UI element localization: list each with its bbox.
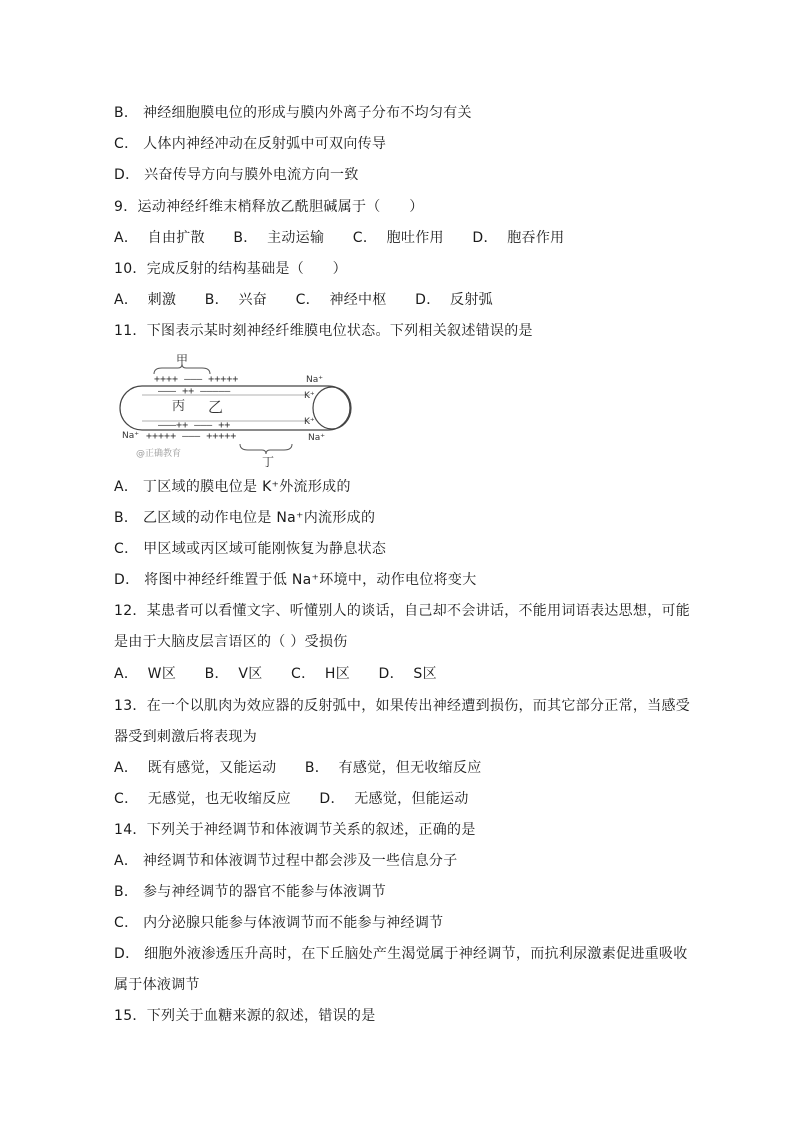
- question-15: 15．下列关于血糖来源的叙述，错误的是: [114, 1008, 376, 1024]
- na-top-label: Na⁺: [306, 375, 323, 385]
- q8-option-c: C． 人体内神经冲动在反射弧中可双向传导: [114, 136, 387, 152]
- fiber-end-cross-section: [313, 387, 351, 429]
- nerve-fiber-figure: [118, 348, 368, 468]
- q14-option-a: A． 神经调节和体液调节过程中都会涉及一些信息分子: [114, 853, 458, 869]
- outer-bottom-charges: +++++ ––– +++++: [146, 431, 237, 442]
- na-bottom-right-label: Na⁺: [308, 433, 325, 443]
- question-13-line2: 器受到刺激后将表现为: [114, 729, 257, 745]
- question-12-line1: 12．某患者可以看懂文字、听懂别人的谈话，自己却不会讲话，不能用词语表达思想，可能: [114, 603, 691, 619]
- brace-jia: [154, 364, 210, 374]
- na-left-label: Na⁺: [122, 431, 139, 441]
- outer-top-charges: ++++ ––– +++++: [154, 374, 239, 385]
- question-10-options: A． 刺激 B． 兴奋 C． 神经中枢 D． 反射弧: [114, 292, 493, 308]
- question-10: 10．完成反射的结构基础是（ ）: [114, 261, 347, 277]
- q14-option-d-line2: 属于体液调节: [114, 977, 200, 993]
- inner-top-charges: ––– ++ –––––: [158, 386, 231, 397]
- brace-ding: [240, 444, 292, 454]
- q14-option-b: B． 参与神经调节的器官不能参与体液调节: [114, 884, 387, 900]
- q11-option-b: B． 乙区域的动作电位是 Na⁺内流形成的: [114, 510, 376, 526]
- question-12-line2: 是由于大脑皮层言语区的（ ）受损伤: [114, 634, 348, 650]
- q8-option-b: B． 神经细胞膜电位的形成与膜内外离子分布不均匀有关: [114, 105, 472, 121]
- k-bottom-label: K⁺: [304, 417, 315, 427]
- fiber-outline: [120, 386, 350, 430]
- k-top-label: K⁺: [304, 391, 315, 401]
- watermark: @正确教育: [136, 449, 182, 459]
- q8-option-d: D． 兴奋传导方向与膜外电流方向一致: [114, 167, 359, 183]
- question-11: 11．下图表示某时刻神经纤维膜电位状态。下列相关叙述错误的是: [114, 323, 533, 339]
- question-13-line1: 13．在一个以肌肉为效应器的反射弧中，如果传出神经遭到损伤，而其它部分正常，当感受: [114, 698, 691, 714]
- question-9-options: A． 自由扩散 B． 主动运输 C． 胞吐作用 D． 胞吞作用: [114, 230, 565, 246]
- label-jia: 甲: [176, 353, 189, 367]
- q14-option-d-line1: D． 细胞外液渗透压升高时，在下丘脑处产生渴觉属于神经调节，而抗利尿激素促进重吸收: [114, 946, 688, 962]
- question-9: 9．运动神经纤维末梢释放乙酰胆碱属于（ ）: [114, 199, 424, 215]
- question-13-options-ab: A． 既有感觉，又能运动 B． 有感觉，但无收缩反应: [114, 760, 482, 776]
- inner-bottom-charges: –––++ ––– ++: [158, 420, 231, 431]
- label-ding: 丁: [262, 455, 275, 468]
- question-13-options-cd: C． 无感觉，也无收缩反应 D． 无感觉，但能运动: [114, 791, 469, 807]
- q11-option-c: C． 甲区域或丙区域可能刚恢复为静息状态: [114, 541, 387, 557]
- question-14: 14．下列关于神经调节和体液调节关系的叙述，正确的是: [114, 822, 476, 838]
- q11-option-a: A． 丁区域的膜电位是 K⁺外流形成的: [114, 479, 351, 495]
- q14-option-c: C． 内分泌腺只能参与体液调节而不能参与神经调节: [114, 915, 444, 931]
- q11-option-d: D． 将图中神经纤维置于低 Na⁺环境中，动作电位将变大: [114, 572, 477, 588]
- question-12-options: A． W区 B． V区 C． H区 D． S区: [114, 666, 437, 682]
- label-yi: 乙: [208, 398, 224, 416]
- label-bing: 丙: [172, 399, 186, 414]
